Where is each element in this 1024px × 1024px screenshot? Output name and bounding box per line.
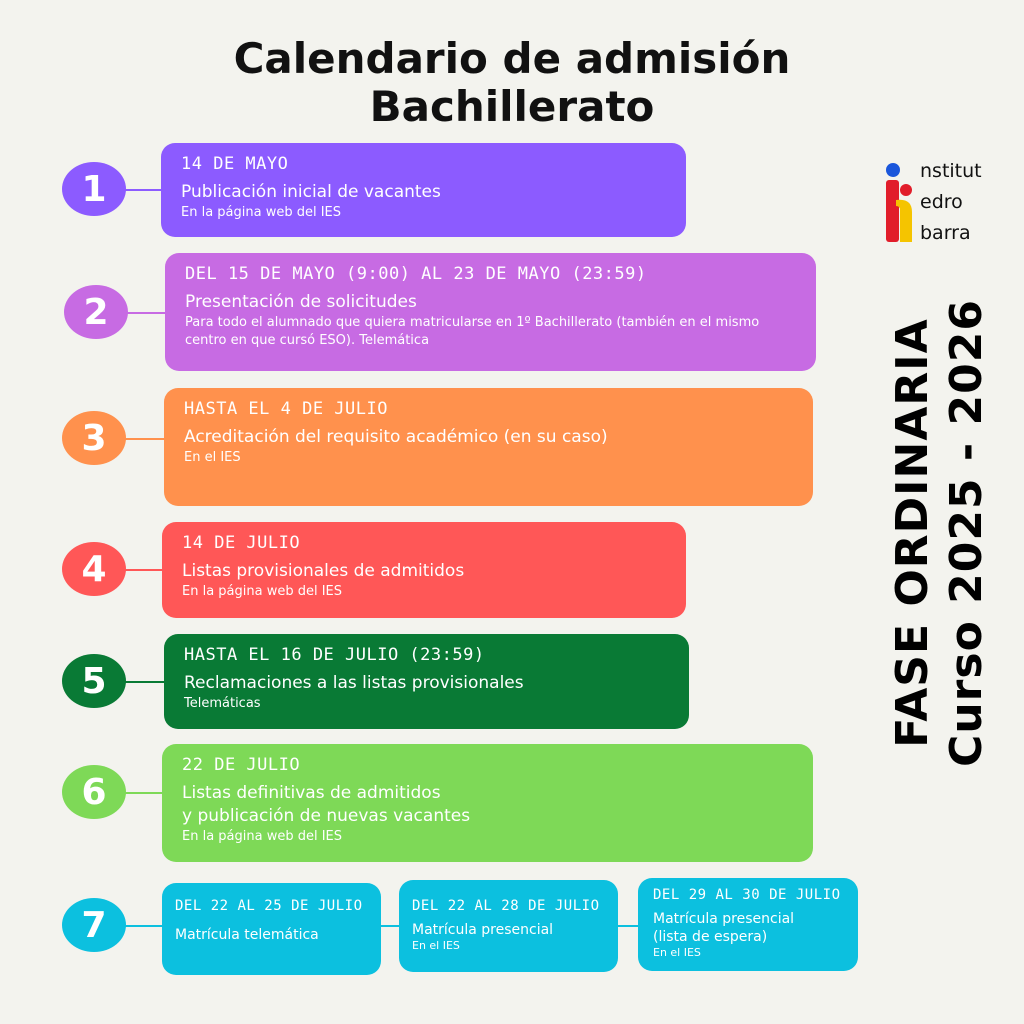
step-5-note: Telemáticas [184, 696, 261, 711]
step-7-connector-b [617, 925, 639, 927]
step-6-date: 22 DE JULIO [182, 755, 301, 775]
step-4-title: Listas provisionales de admitidos [182, 561, 465, 581]
step-7-option-2-date: DEL 22 AL 28 DE JULIO [412, 898, 600, 914]
step-7-option-1-title: Matrícula telemática [175, 927, 319, 943]
step-7-number: 7 [62, 898, 126, 952]
step-7-option-2-title: Matrícula presencial [412, 922, 554, 938]
school-logo-icon [882, 160, 914, 246]
step-6-title-line-2: y publicación de nuevas vacantes [182, 806, 471, 826]
step-5-connector [120, 681, 166, 683]
step-4-date: 14 DE JULIO [182, 533, 301, 553]
step-1-number: 1 [62, 162, 126, 216]
phase-label: FASE ORDINARIA [887, 318, 938, 748]
school-logo [880, 158, 1010, 248]
step-2-date: DEL 15 DE MAYO (9:00) AL 23 DE MAYO (23:59) [185, 264, 647, 284]
step-4-note: En la página web del IES [182, 584, 343, 599]
logo-word-1: nstitut [920, 160, 982, 182]
step-5-date: HASTA EL 16 DE JULIO (23:59) [184, 645, 485, 665]
step-4-card [162, 522, 686, 618]
page-title-line-2: Bachillerato [369, 82, 655, 131]
step-7-option-3-card [638, 878, 858, 971]
step-2-card [165, 253, 816, 371]
step-6-connector [120, 792, 164, 794]
step-1-date: 14 DE MAYO [181, 154, 289, 174]
step-2-connector [122, 312, 168, 314]
step-3-title: Acreditación del requisito académico (en su caso) [184, 427, 608, 447]
step-5-title: Reclamaciones a las listas provisionales [184, 673, 524, 693]
logo-word-3: barra [920, 222, 971, 244]
step-7-option-3-title-line-2: (lista de espera) [653, 929, 768, 945]
step-5-card [164, 634, 689, 729]
step-2-number: 2 [64, 285, 128, 339]
step-1-note: En la página web del IES [181, 205, 342, 220]
step-3-note: En el IES [184, 450, 241, 465]
step-4-connector [120, 569, 164, 571]
step-7-option-1-card [162, 883, 381, 975]
step-3-date: HASTA EL 4 DE JULIO [184, 399, 388, 419]
step-7-option-3-date: DEL 29 AL 30 DE JULIO [653, 887, 841, 903]
step-4-number: 4 [62, 542, 126, 596]
step-7-connector-a [380, 925, 400, 927]
page-title-line-1: Calendario de admisión [233, 34, 791, 83]
step-2-title: Presentación de solicitudes [185, 292, 417, 312]
step-5-number: 5 [62, 654, 126, 708]
step-3-number: 3 [62, 411, 126, 465]
step-1-card [161, 143, 686, 237]
step-7-option-3-note: En el IES [653, 946, 701, 959]
step-6-note: En la página web del IES [182, 829, 343, 844]
step-6-title: Listas definitivas de admitidos [182, 783, 441, 803]
step-6-number: 6 [62, 765, 126, 819]
course-label: Curso 2025 - 2026 [941, 299, 992, 767]
step-2-note: Para todo el alumnado que quiera matricularse en 1º Bachillerato (también en el mismo centro en que cursó ESO). Telemática [185, 315, 760, 348]
step-3-card [164, 388, 813, 506]
step-1-title: Publicación inicial de vacantes [181, 182, 441, 202]
step-7-option-3-title: Matrícula presencial [653, 911, 795, 927]
side-heading [886, 299, 994, 767]
step-7-connector [120, 925, 162, 927]
step-7-option-1-date: DEL 22 AL 25 DE JULIO [175, 898, 363, 914]
step-6-card [162, 744, 813, 862]
logo-word-2: edro [920, 191, 963, 213]
step-1-connector [120, 189, 165, 191]
step-7-option-2-note: En el IES [412, 939, 460, 952]
step-3-connector [120, 438, 166, 440]
step-7-option-2-card [399, 880, 618, 972]
